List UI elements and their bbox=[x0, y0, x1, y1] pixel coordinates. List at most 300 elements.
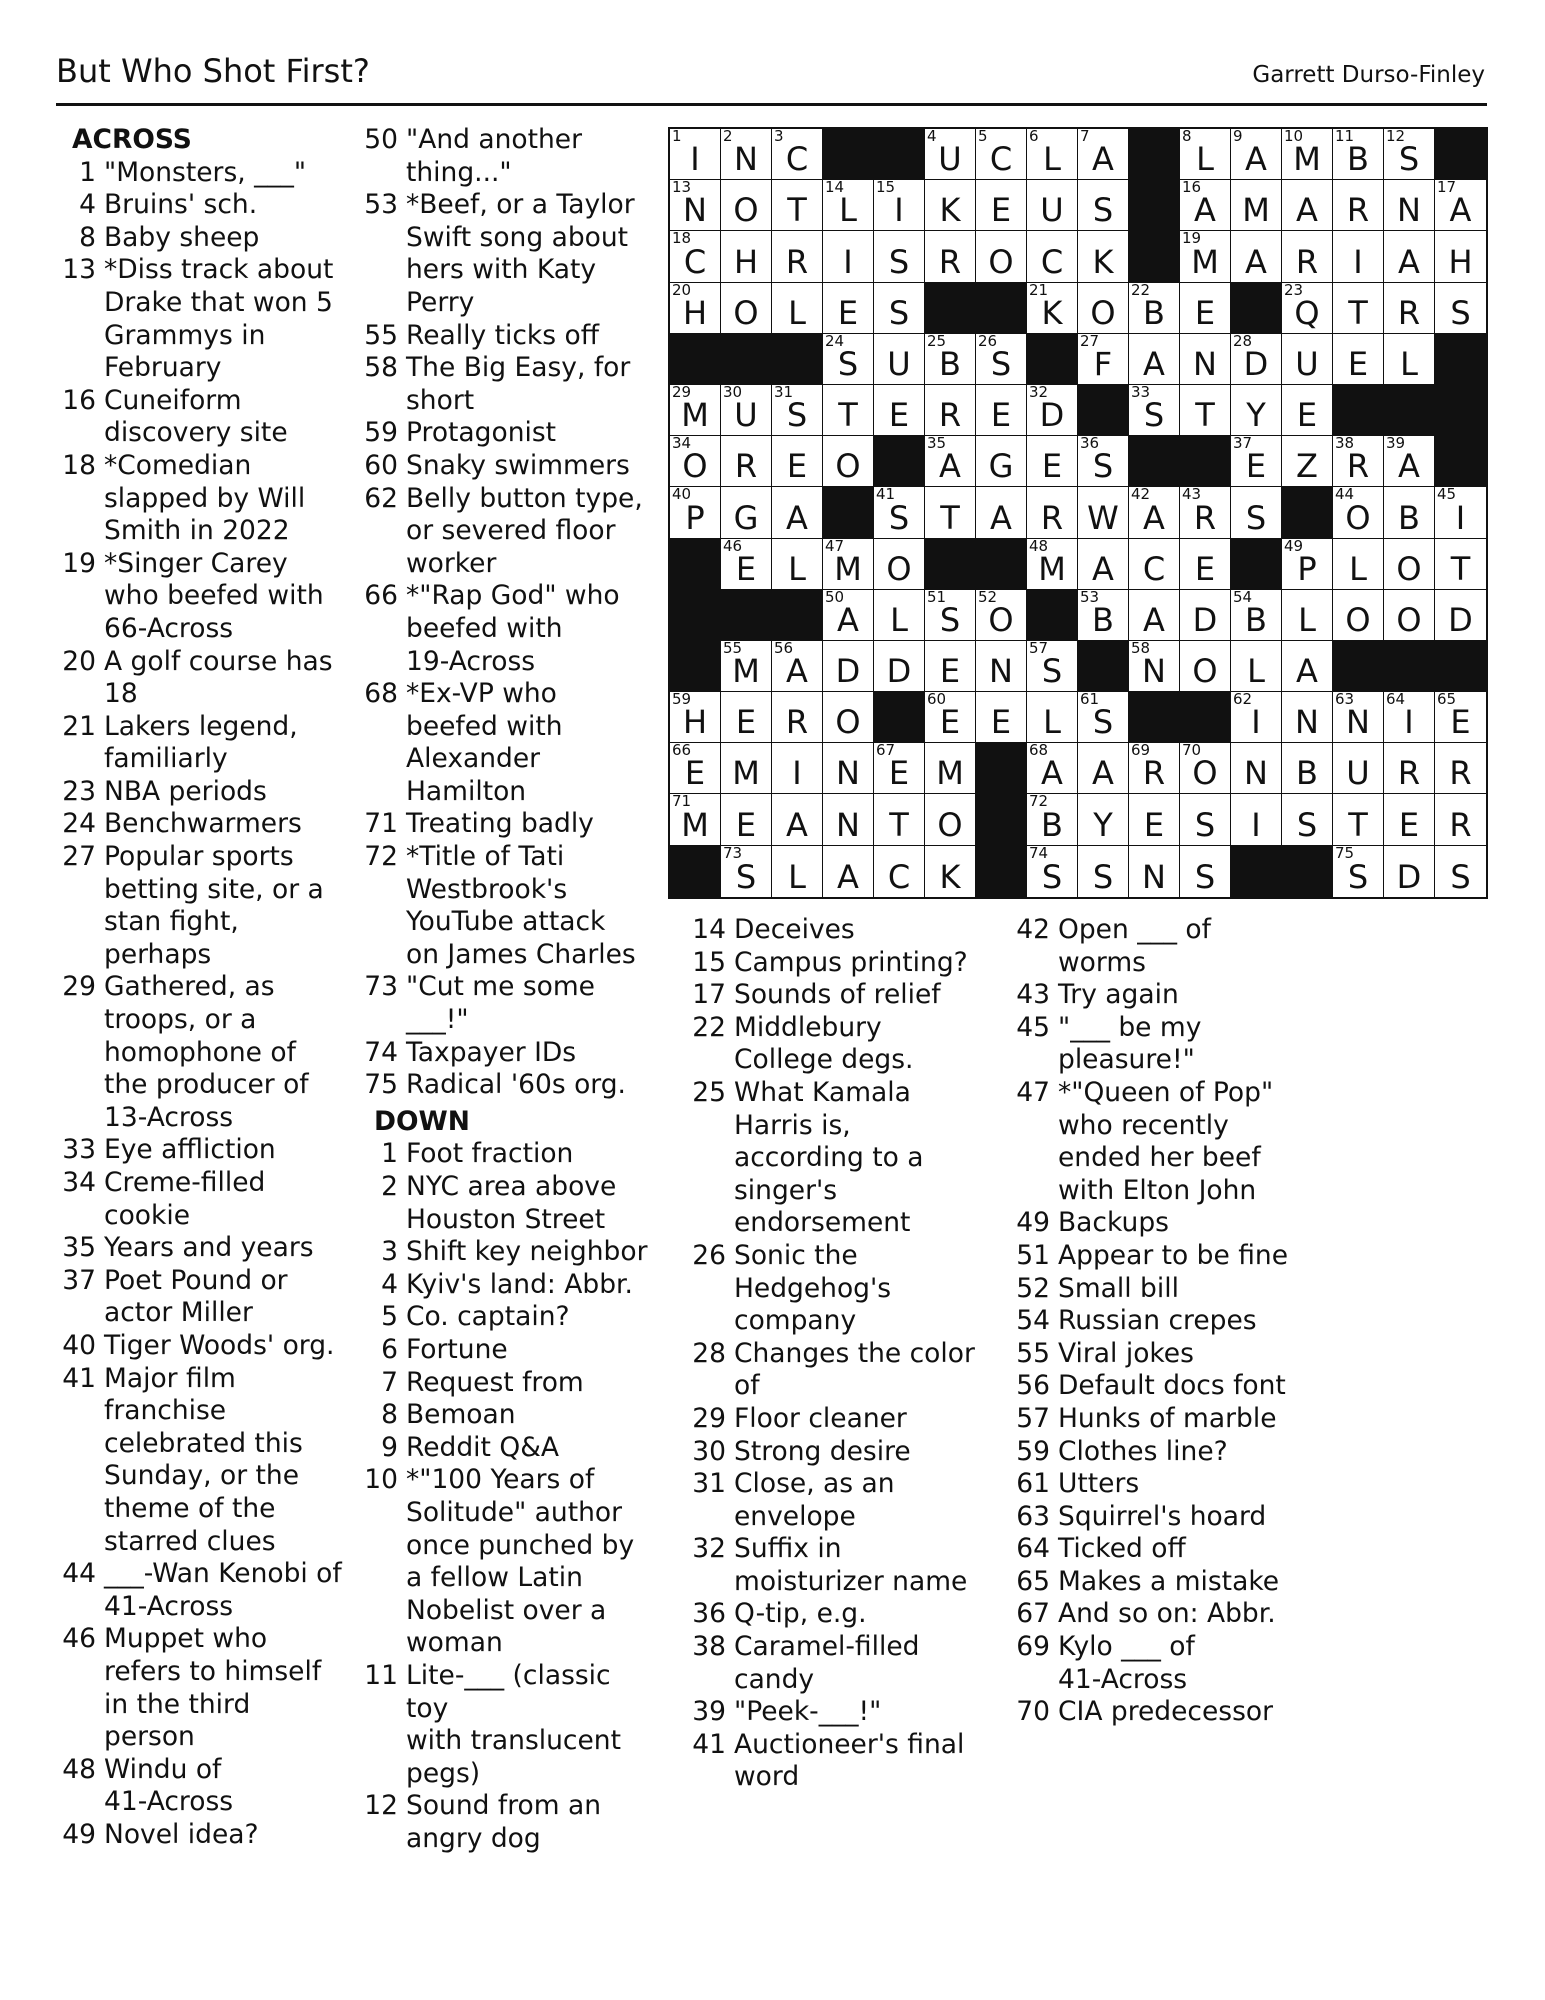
clue-number: 75 bbox=[364, 1069, 398, 1101]
grid-cell[interactable] bbox=[1384, 794, 1435, 845]
cell-letter: S bbox=[1194, 805, 1216, 844]
grid-cell[interactable] bbox=[1180, 743, 1231, 794]
grid-cell[interactable] bbox=[1231, 180, 1282, 231]
cell-letter: E bbox=[1041, 447, 1063, 486]
grid-cell[interactable] bbox=[823, 436, 874, 487]
cell-letter: I bbox=[1353, 242, 1363, 281]
grid-cell[interactable] bbox=[823, 283, 874, 334]
grid-cell[interactable] bbox=[823, 536, 874, 590]
black-square bbox=[874, 692, 925, 743]
grid-cell[interactable] bbox=[1027, 794, 1078, 845]
grid-cell[interactable] bbox=[1333, 180, 1384, 231]
cell-letter: A bbox=[1398, 447, 1420, 486]
grid-cell[interactable] bbox=[925, 129, 976, 180]
grid-cell[interactable] bbox=[772, 231, 823, 282]
cell-letter: O bbox=[1396, 549, 1422, 588]
clue-number: 49 bbox=[62, 1818, 96, 1850]
clue-number: 72 bbox=[364, 841, 398, 873]
cell-letter: L bbox=[1400, 344, 1418, 383]
clue-item bbox=[688, 947, 1008, 980]
grid-cell[interactable] bbox=[1231, 641, 1282, 692]
grid-cell[interactable] bbox=[1027, 743, 1078, 794]
grid-cell[interactable] bbox=[1282, 536, 1333, 590]
cell-letter: O bbox=[1192, 754, 1218, 793]
grid-cell[interactable] bbox=[1027, 280, 1078, 334]
grid-cell[interactable] bbox=[1384, 283, 1435, 334]
grid-cell[interactable] bbox=[874, 334, 925, 385]
grid-cell[interactable] bbox=[1384, 129, 1435, 180]
grid-cell[interactable] bbox=[1333, 334, 1384, 385]
grid-cell[interactable] bbox=[1078, 129, 1129, 180]
grid-cell[interactable] bbox=[925, 794, 976, 845]
grid-cell[interactable] bbox=[1282, 794, 1333, 845]
grid-cell[interactable] bbox=[976, 641, 1027, 692]
grid-cell[interactable] bbox=[925, 743, 976, 794]
grid-cell[interactable] bbox=[670, 436, 721, 487]
grid-cell[interactable] bbox=[823, 692, 874, 743]
grid-cell[interactable] bbox=[1078, 539, 1129, 590]
grid-cell[interactable] bbox=[874, 794, 925, 845]
grid-cell[interactable] bbox=[925, 331, 976, 385]
grid-cell[interactable] bbox=[925, 180, 976, 231]
grid-cell[interactable] bbox=[1384, 487, 1435, 538]
grid-cell[interactable] bbox=[925, 231, 976, 282]
grid-cell[interactable] bbox=[1129, 539, 1180, 590]
grid-cell[interactable] bbox=[1027, 231, 1078, 282]
clue-number: 70 bbox=[1016, 1696, 1050, 1728]
grid-cell[interactable] bbox=[823, 846, 874, 897]
grid-cell[interactable] bbox=[1180, 846, 1231, 897]
grid-cell[interactable] bbox=[1078, 743, 1129, 794]
grid-cell[interactable] bbox=[1435, 283, 1486, 334]
grid-cell[interactable] bbox=[1384, 743, 1435, 794]
grid-cell[interactable] bbox=[1078, 487, 1129, 538]
grid-cell[interactable] bbox=[772, 382, 823, 436]
grid-cell[interactable] bbox=[1180, 590, 1231, 641]
grid-cell[interactable] bbox=[1180, 129, 1231, 180]
grid-cell[interactable] bbox=[1384, 590, 1435, 641]
grid-cell[interactable] bbox=[823, 587, 874, 641]
grid-cell[interactable] bbox=[772, 487, 823, 538]
grid-cell[interactable] bbox=[1231, 487, 1282, 538]
grid-cell[interactable] bbox=[1180, 385, 1231, 436]
grid-cell[interactable] bbox=[874, 539, 925, 590]
grid-cell[interactable] bbox=[1384, 180, 1435, 231]
black-square bbox=[670, 334, 721, 385]
clue-number: 59 bbox=[364, 417, 398, 449]
clue-number: 36 bbox=[692, 1598, 726, 1630]
grid-cell[interactable] bbox=[1435, 539, 1486, 590]
clue-text: Bemoan bbox=[406, 1399, 516, 1431]
grid-cell[interactable] bbox=[1384, 334, 1435, 385]
cell-letter: C bbox=[1040, 242, 1064, 281]
grid-cell[interactable] bbox=[1384, 846, 1435, 897]
grid-cell[interactable] bbox=[1282, 180, 1333, 231]
clue-text: Popular sports betting site, or a stan fight, perhaps bbox=[104, 841, 324, 970]
clue-number: 65 bbox=[1016, 1565, 1050, 1597]
clue-number: 8 bbox=[381, 1399, 398, 1431]
clue-item bbox=[1012, 1077, 1332, 1207]
grid-cell[interactable] bbox=[721, 536, 772, 590]
cell-number: 45 bbox=[1437, 485, 1457, 504]
cell-letter: N bbox=[1142, 857, 1166, 896]
clue-item bbox=[1012, 1501, 1332, 1534]
clue-item bbox=[58, 776, 348, 809]
grid-cell[interactable] bbox=[1435, 487, 1486, 538]
clue-number: 69 bbox=[1016, 1631, 1050, 1663]
grid-cell[interactable] bbox=[1078, 231, 1129, 282]
cell-letter: L bbox=[788, 293, 806, 332]
grid-cell[interactable] bbox=[1027, 382, 1078, 436]
grid-cell[interactable] bbox=[874, 641, 925, 692]
grid-cell[interactable] bbox=[1078, 436, 1129, 487]
clue-text: Treating badly bbox=[406, 808, 594, 840]
grid-cell[interactable] bbox=[1282, 385, 1333, 436]
grid-cell[interactable] bbox=[1435, 180, 1486, 231]
cell-letter: O bbox=[886, 549, 912, 588]
clue-item bbox=[688, 1436, 1008, 1469]
grid-cell[interactable] bbox=[1435, 743, 1486, 794]
clue-number: 25 bbox=[692, 1076, 726, 1108]
grid-cell[interactable] bbox=[1231, 129, 1282, 180]
black-square bbox=[1129, 180, 1180, 231]
grid-cell[interactable] bbox=[670, 180, 721, 231]
grid-cell[interactable] bbox=[1384, 436, 1435, 487]
grid-cell[interactable] bbox=[1333, 692, 1384, 743]
cell-number: 64 bbox=[1386, 690, 1406, 709]
grid-cell[interactable] bbox=[1180, 283, 1231, 334]
grid-cell[interactable] bbox=[670, 231, 721, 282]
clue-number: 48 bbox=[62, 1753, 96, 1785]
grid-cell[interactable] bbox=[1180, 539, 1231, 590]
grid-cell[interactable] bbox=[1282, 590, 1333, 641]
grid-cell[interactable] bbox=[1129, 638, 1180, 692]
cell-letter: I bbox=[1455, 498, 1466, 537]
grid-cell[interactable] bbox=[874, 743, 925, 794]
grid-cell[interactable] bbox=[925, 587, 976, 641]
cell-number: 20 bbox=[672, 280, 692, 299]
grid-cell[interactable] bbox=[1180, 641, 1231, 692]
grid-cell[interactable] bbox=[823, 180, 874, 231]
clue-item bbox=[360, 483, 660, 581]
grid-cell[interactable] bbox=[721, 638, 772, 692]
cell-letter: C bbox=[887, 857, 911, 896]
grid-cell[interactable] bbox=[1231, 587, 1282, 641]
clue-item bbox=[1012, 1436, 1332, 1469]
black-square bbox=[1435, 129, 1486, 180]
black-square bbox=[1384, 385, 1435, 436]
grid-cell[interactable] bbox=[925, 385, 976, 436]
grid-cell[interactable] bbox=[976, 487, 1027, 538]
cell-letter: N bbox=[734, 140, 758, 179]
clue-item bbox=[58, 1623, 348, 1753]
clue-text: Kylo ___ of 41-Across bbox=[1058, 1631, 1195, 1695]
grid-cell[interactable] bbox=[1027, 536, 1078, 590]
cell-letter: N bbox=[836, 805, 860, 844]
grid-cell[interactable] bbox=[976, 385, 1027, 436]
black-square bbox=[1078, 385, 1129, 436]
clue-number: 8 bbox=[79, 221, 96, 253]
grid-cell[interactable] bbox=[976, 129, 1027, 180]
grid-cell[interactable] bbox=[1129, 846, 1180, 897]
grid-cell[interactable] bbox=[670, 129, 721, 180]
clue-item bbox=[58, 808, 348, 841]
grid-cell[interactable] bbox=[772, 539, 823, 590]
grid-cell[interactable] bbox=[1129, 382, 1180, 436]
clue-number: 28 bbox=[692, 1337, 726, 1369]
grid-cell[interactable] bbox=[1129, 590, 1180, 641]
grid-cell[interactable] bbox=[1078, 587, 1129, 641]
clue-item bbox=[360, 580, 660, 678]
grid-cell[interactable] bbox=[772, 129, 823, 180]
grid-cell[interactable] bbox=[1384, 539, 1435, 590]
grid-cell[interactable] bbox=[1078, 331, 1129, 385]
cell-number: 5 bbox=[978, 127, 988, 145]
grid-cell[interactable] bbox=[1180, 180, 1231, 231]
grid-cell[interactable] bbox=[721, 283, 772, 334]
grid-cell[interactable] bbox=[1384, 692, 1435, 743]
black-square bbox=[976, 846, 1027, 897]
grid-cell[interactable] bbox=[1282, 641, 1333, 692]
cell-number: 53 bbox=[1080, 587, 1100, 606]
grid-cell[interactable] bbox=[976, 587, 1027, 641]
clue-number: 41 bbox=[692, 1728, 726, 1760]
grid-cell[interactable] bbox=[1231, 231, 1282, 282]
grid-cell[interactable] bbox=[1333, 436, 1384, 487]
grid-cell[interactable] bbox=[721, 692, 772, 743]
cell-letter: O bbox=[1090, 293, 1116, 332]
grid-cell[interactable] bbox=[1180, 231, 1231, 282]
grid-cell[interactable] bbox=[1333, 129, 1384, 180]
clue-text: Open ___ of worms bbox=[1058, 914, 1211, 978]
grid-cell[interactable] bbox=[1027, 638, 1078, 692]
grid-cell[interactable] bbox=[721, 487, 772, 538]
grid-cell[interactable] bbox=[721, 436, 772, 487]
header-divider bbox=[56, 103, 1487, 106]
clue-text: Try again bbox=[1058, 979, 1179, 1011]
grid-cell[interactable] bbox=[1282, 280, 1333, 334]
cell-letter: R bbox=[1346, 191, 1370, 230]
clue-text: Fortune bbox=[406, 1333, 508, 1365]
grid-cell[interactable] bbox=[1180, 334, 1231, 385]
clue-text: What Kamala Harris is, according to a singer's endorsement bbox=[734, 1076, 924, 1239]
clue-number: 55 bbox=[364, 319, 398, 351]
cell-letter: L bbox=[1196, 140, 1214, 179]
cell-letter: N bbox=[1295, 703, 1319, 742]
black-square bbox=[1231, 283, 1282, 334]
grid-cell[interactable] bbox=[1384, 231, 1435, 282]
cell-letter: D bbox=[886, 652, 912, 691]
grid-cell[interactable] bbox=[1078, 846, 1129, 897]
cell-letter: R bbox=[938, 396, 962, 435]
grid-cell[interactable] bbox=[874, 385, 925, 436]
clue-item bbox=[360, 1399, 660, 1432]
grid-cell[interactable] bbox=[1333, 283, 1384, 334]
grid-cell[interactable] bbox=[1282, 231, 1333, 282]
grid-cell[interactable] bbox=[874, 283, 925, 334]
grid-cell[interactable] bbox=[1231, 743, 1282, 794]
grid-cell[interactable] bbox=[1231, 385, 1282, 436]
grid-cell[interactable] bbox=[976, 692, 1027, 743]
cell-number: 72 bbox=[1029, 792, 1049, 811]
grid-cell[interactable] bbox=[670, 382, 721, 436]
grid-cell[interactable] bbox=[925, 846, 976, 897]
clue-number: 74 bbox=[364, 1036, 398, 1068]
grid-cell[interactable] bbox=[925, 436, 976, 487]
cell-number: 74 bbox=[1029, 843, 1049, 862]
grid-cell[interactable] bbox=[670, 487, 721, 538]
grid-cell[interactable] bbox=[1435, 692, 1486, 743]
cell-number: 36 bbox=[1080, 434, 1100, 453]
clue-text: Reddit Q&A bbox=[406, 1431, 559, 1463]
cell-letter: Y bbox=[1246, 396, 1266, 435]
grid-cell[interactable] bbox=[1231, 794, 1282, 845]
cell-letter: K bbox=[939, 191, 961, 230]
grid-cell[interactable] bbox=[1231, 692, 1282, 743]
grid-cell[interactable] bbox=[1027, 692, 1078, 743]
grid-cell[interactable] bbox=[1333, 487, 1384, 538]
grid-cell[interactable] bbox=[721, 743, 772, 794]
grid-cell[interactable] bbox=[1027, 436, 1078, 487]
grid-cell[interactable] bbox=[1231, 331, 1282, 385]
grid-cell[interactable] bbox=[1078, 794, 1129, 845]
grid-cell[interactable] bbox=[874, 846, 925, 897]
grid-cell[interactable] bbox=[772, 436, 823, 487]
cell-letter: T bbox=[838, 396, 858, 435]
grid-cell[interactable] bbox=[823, 331, 874, 385]
grid-cell[interactable] bbox=[1282, 334, 1333, 385]
grid-cell[interactable] bbox=[874, 180, 925, 231]
grid-cell[interactable] bbox=[772, 692, 823, 743]
grid-cell[interactable] bbox=[1129, 487, 1180, 538]
cell-number: 68 bbox=[1029, 741, 1049, 760]
cell-letter: U bbox=[1040, 191, 1064, 230]
grid-cell[interactable] bbox=[874, 231, 925, 282]
cell-letter: N bbox=[989, 652, 1013, 691]
clue-number: 47 bbox=[1016, 1076, 1050, 1108]
grid-cell[interactable] bbox=[1180, 794, 1231, 845]
grid-cell[interactable] bbox=[721, 843, 772, 897]
cell-letter: M bbox=[732, 652, 760, 691]
grid-cell[interactable] bbox=[925, 692, 976, 743]
cell-number: 37 bbox=[1233, 434, 1253, 453]
puzzle-title: But Who Shot First? bbox=[56, 52, 370, 90]
grid-cell[interactable] bbox=[1078, 283, 1129, 334]
grid-cell[interactable] bbox=[976, 231, 1027, 282]
grid-cell[interactable] bbox=[823, 794, 874, 845]
cell-letter: L bbox=[839, 191, 857, 230]
grid-cell[interactable] bbox=[1129, 794, 1180, 845]
grid-cell[interactable] bbox=[670, 794, 721, 845]
clue-number: 6 bbox=[381, 1333, 398, 1365]
grid-cell[interactable] bbox=[1435, 846, 1486, 897]
grid-cell[interactable] bbox=[976, 436, 1027, 487]
cell-letter: N bbox=[1142, 652, 1166, 691]
grid-cell[interactable] bbox=[1333, 794, 1384, 845]
grid-cell[interactable] bbox=[1129, 334, 1180, 385]
cell-letter: A bbox=[939, 447, 961, 486]
clue-item bbox=[360, 320, 660, 353]
grid-cell[interactable] bbox=[721, 129, 772, 180]
grid-cell[interactable] bbox=[925, 641, 976, 692]
grid-cell[interactable] bbox=[1282, 743, 1333, 794]
grid-cell[interactable] bbox=[1333, 539, 1384, 590]
grid-cell[interactable] bbox=[1027, 843, 1078, 897]
grid-cell[interactable] bbox=[772, 180, 823, 231]
grid-cell[interactable] bbox=[1129, 280, 1180, 334]
grid-cell[interactable] bbox=[772, 794, 823, 845]
grid-cell[interactable] bbox=[1078, 692, 1129, 743]
grid-cell[interactable] bbox=[1435, 794, 1486, 845]
grid-cell[interactable] bbox=[1282, 692, 1333, 743]
grid-cell[interactable] bbox=[1078, 180, 1129, 231]
grid-cell[interactable] bbox=[1129, 743, 1180, 794]
grid-cell[interactable] bbox=[1435, 231, 1486, 282]
clue-item bbox=[360, 1790, 660, 1855]
grid-cell[interactable] bbox=[1231, 436, 1282, 487]
grid-cell[interactable] bbox=[721, 180, 772, 231]
grid-cell[interactable] bbox=[1027, 129, 1078, 180]
grid-cell[interactable] bbox=[772, 283, 823, 334]
grid-cell[interactable] bbox=[1333, 843, 1384, 897]
grid-cell[interactable] bbox=[874, 590, 925, 641]
grid-cell[interactable] bbox=[721, 231, 772, 282]
clue-text: Small bill bbox=[1058, 1272, 1179, 1304]
grid-cell[interactable] bbox=[1180, 487, 1231, 538]
grid-cell[interactable] bbox=[1333, 231, 1384, 282]
cell-letter: A bbox=[1092, 140, 1114, 179]
grid-cell[interactable] bbox=[823, 385, 874, 436]
grid-cell[interactable] bbox=[1027, 180, 1078, 231]
cell-letter: S bbox=[1143, 396, 1165, 435]
grid-cell[interactable] bbox=[823, 231, 874, 282]
clue-text: Lakers legend, familiarly bbox=[104, 710, 298, 775]
grid-cell[interactable] bbox=[772, 846, 823, 897]
cell-letter: M bbox=[1191, 242, 1219, 281]
grid-cell[interactable] bbox=[670, 692, 721, 743]
grid-cell[interactable] bbox=[721, 382, 772, 436]
grid-cell[interactable] bbox=[772, 743, 823, 794]
grid-cell[interactable] bbox=[670, 280, 721, 334]
grid-cell[interactable] bbox=[721, 794, 772, 845]
grid-cell[interactable] bbox=[823, 743, 874, 794]
grid-cell[interactable] bbox=[1333, 743, 1384, 794]
grid-cell[interactable] bbox=[925, 487, 976, 538]
grid-cell[interactable] bbox=[1282, 436, 1333, 487]
grid-cell[interactable] bbox=[1027, 487, 1078, 538]
clue-number: 16 bbox=[62, 384, 96, 416]
clue-item bbox=[58, 971, 348, 1134]
grid-cell[interactable] bbox=[670, 743, 721, 794]
grid-cell[interactable] bbox=[976, 180, 1027, 231]
grid-cell[interactable] bbox=[874, 487, 925, 538]
clue-text: Squirrel's hoard bbox=[1058, 1500, 1267, 1532]
grid-cell[interactable] bbox=[772, 638, 823, 692]
cell-letter: I bbox=[792, 754, 802, 793]
clue-number: 53 bbox=[364, 189, 398, 221]
clue-item bbox=[360, 1301, 660, 1334]
grid-cell[interactable] bbox=[1282, 129, 1333, 180]
grid-cell[interactable] bbox=[1435, 590, 1486, 641]
clue-column-3 bbox=[688, 914, 1008, 1794]
clue-number: 1 bbox=[381, 1138, 398, 1170]
grid-cell[interactable] bbox=[976, 331, 1027, 385]
cell-letter: A bbox=[1143, 600, 1165, 639]
grid-cell[interactable] bbox=[1333, 590, 1384, 641]
clue-item bbox=[58, 254, 348, 384]
grid-cell[interactable] bbox=[823, 641, 874, 692]
clue-item bbox=[688, 1631, 1008, 1696]
